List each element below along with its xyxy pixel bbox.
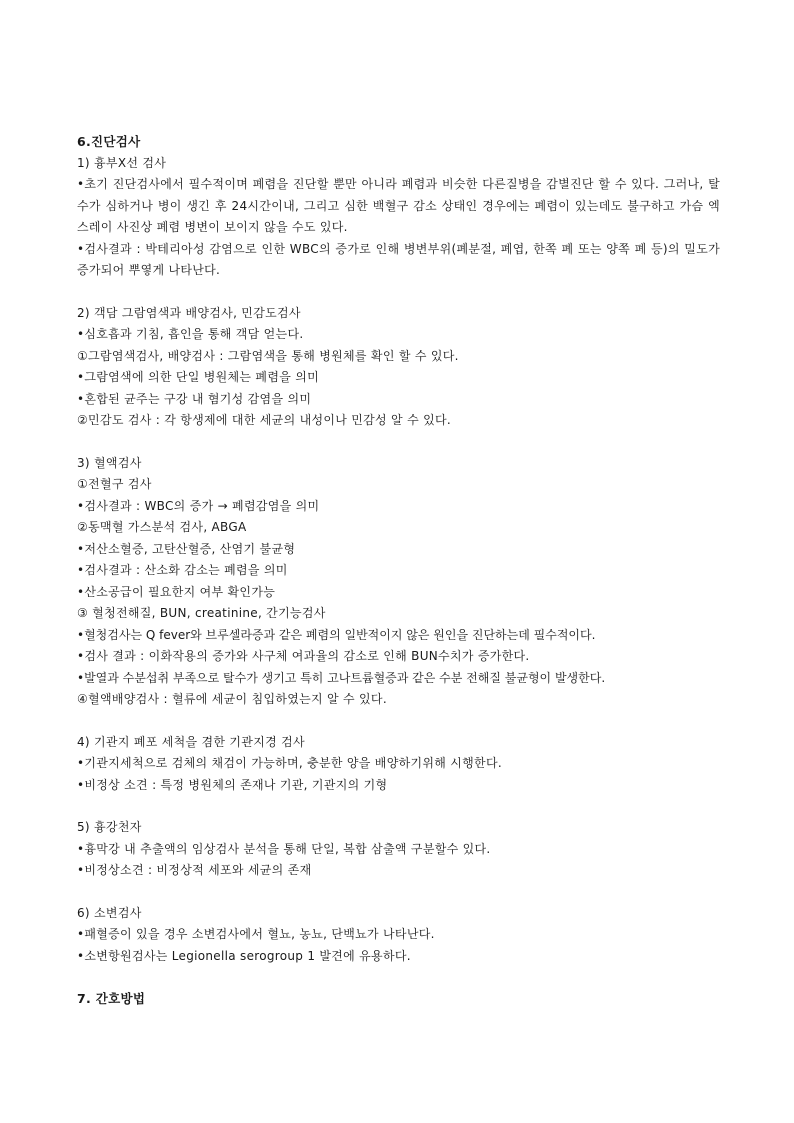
list-item: •흉막강 내 추출액의 임상검사 분석을 통해 단일, 복합 삼출액 구분할수 있다.	[77, 841, 491, 856]
list-item: ②동맥혈 가스분석 검사, ABGA	[77, 520, 247, 534]
list-item: •혼합된 균주는 구강 내 혐기성 감염을 의미	[77, 391, 312, 406]
list-item: •검사결과 : WBC의 증가 → 폐렴감염을 의미	[77, 498, 320, 513]
subsection-title: 6) 소변검사	[77, 905, 142, 920]
section-chest-xray	[77, 153, 720, 282]
list-item: •산소공급이 필요한지 여부 확인가능	[77, 584, 276, 599]
list-item: •혈청검사는 Q fever와 브루셀라증과 같은 폐렴의 일반적이지 않은 원인을 진단하는데 필수적이다.	[77, 627, 596, 642]
list-item: •비정상 소견 : 특정 병원체의 존재나 기관, 기관지의 기형	[77, 777, 388, 792]
list-item: ①전혈구 검사	[77, 477, 152, 491]
list-item: •발열과 수분섭취 부족으로 탈수가 생기고 특히 고나트륨혈증과 같은 수분 전해질 불균형이 발생한다.	[77, 670, 606, 685]
list-item: •기관지세척으로 검체의 채검이 가능하며, 충분한 양을 배양하기위해 시행한다.	[77, 756, 502, 770]
section-bronchoscopy	[77, 732, 720, 797]
subsection-title: 5) 흉강천자	[77, 820, 142, 834]
list-item: •검사 결과 : 이화작용의 증가와 사구체 여과율의 감소로 인해 BUN수치가 증가한다.	[77, 649, 530, 663]
list-item: ③ 혈청전해질, BUN, creatinine, 간기능검사	[77, 606, 326, 620]
subsection-title: 4) 기관지 폐포 세척을 겸한 기관지경 검사	[77, 734, 305, 749]
section-heading-diagnostic-tests: 6.진단검사	[77, 134, 141, 149]
subsection-title: 1) 흉부X선 검사	[77, 155, 167, 170]
section-sputum-tests	[77, 303, 720, 432]
list-item: •그람염색에 의한 단일 병원체는 폐렴을 의미	[77, 370, 320, 384]
list-item: •패혈증이 있을 경우 소변검사에서 혈뇨, 농뇨, 단백뇨가 나타난다.	[77, 927, 435, 941]
paragraph: •검사결과 : 박테리아성 감염으로 인한 WBC의 증가로 인해 병변부위(폐분절, 폐엽, 한쪽 폐 또는 양쪽 폐 등)의 밀도가 증가되어 뿌옇게 나타난다.	[77, 241, 720, 277]
list-item: •검사결과 : 산소화 감소는 폐렴을 의미	[77, 563, 288, 577]
list-item: •비정상소견 : 비정상적 세포와 세균의 존재	[77, 863, 312, 877]
paragraph: •초기 진단검사에서 필수적이며 폐렴을 진단할 뿐만 아니라 폐렴과 비슷한 다른질병을 감별진단 할 수 있다. 그러나, 탈수가 심하거나 병이 생긴 후 24시간이내, 그리고 심한 백혈구 감소 상태인 경우에는 폐렴이 있는데도 불구하고 가슴 엑스레이 사진상 폐렴 병변이 보이지 않을 수도 있다.	[77, 177, 720, 234]
section-heading-nursing-methods: 7. 간호방법	[77, 991, 146, 1006]
section-thoracentesis	[77, 817, 720, 882]
section-blood-tests	[77, 453, 720, 711]
subsection-title: 3) 혈액검사	[77, 455, 142, 470]
document-page	[77, 131, 720, 1010]
section-urinalysis	[77, 903, 720, 968]
list-item: ④혈액배양검사 : 혈류에 세균이 침입하였는지 알 수 있다.	[77, 692, 387, 706]
list-item: •심호흡과 기침, 흡인을 통해 객담 얻는다.	[77, 327, 304, 341]
list-item: •소변항원검사는 Legionella serogroup 1 발견에 유용하다.	[77, 948, 411, 963]
list-item: ②민감도 검사 : 각 항생제에 대한 세균의 내성이나 민감성 알 수 있다.	[77, 413, 451, 427]
list-item: •저산소혈증, 고탄산혈증, 산염기 불균형	[77, 541, 296, 556]
list-item: ①그람염색검사, 배양검사 : 그람염색을 통해 병원체를 확인 할 수 있다.	[77, 348, 459, 363]
subsection-title: 2) 객담 그람염색과 배양검사, 민감도검사	[77, 305, 301, 320]
